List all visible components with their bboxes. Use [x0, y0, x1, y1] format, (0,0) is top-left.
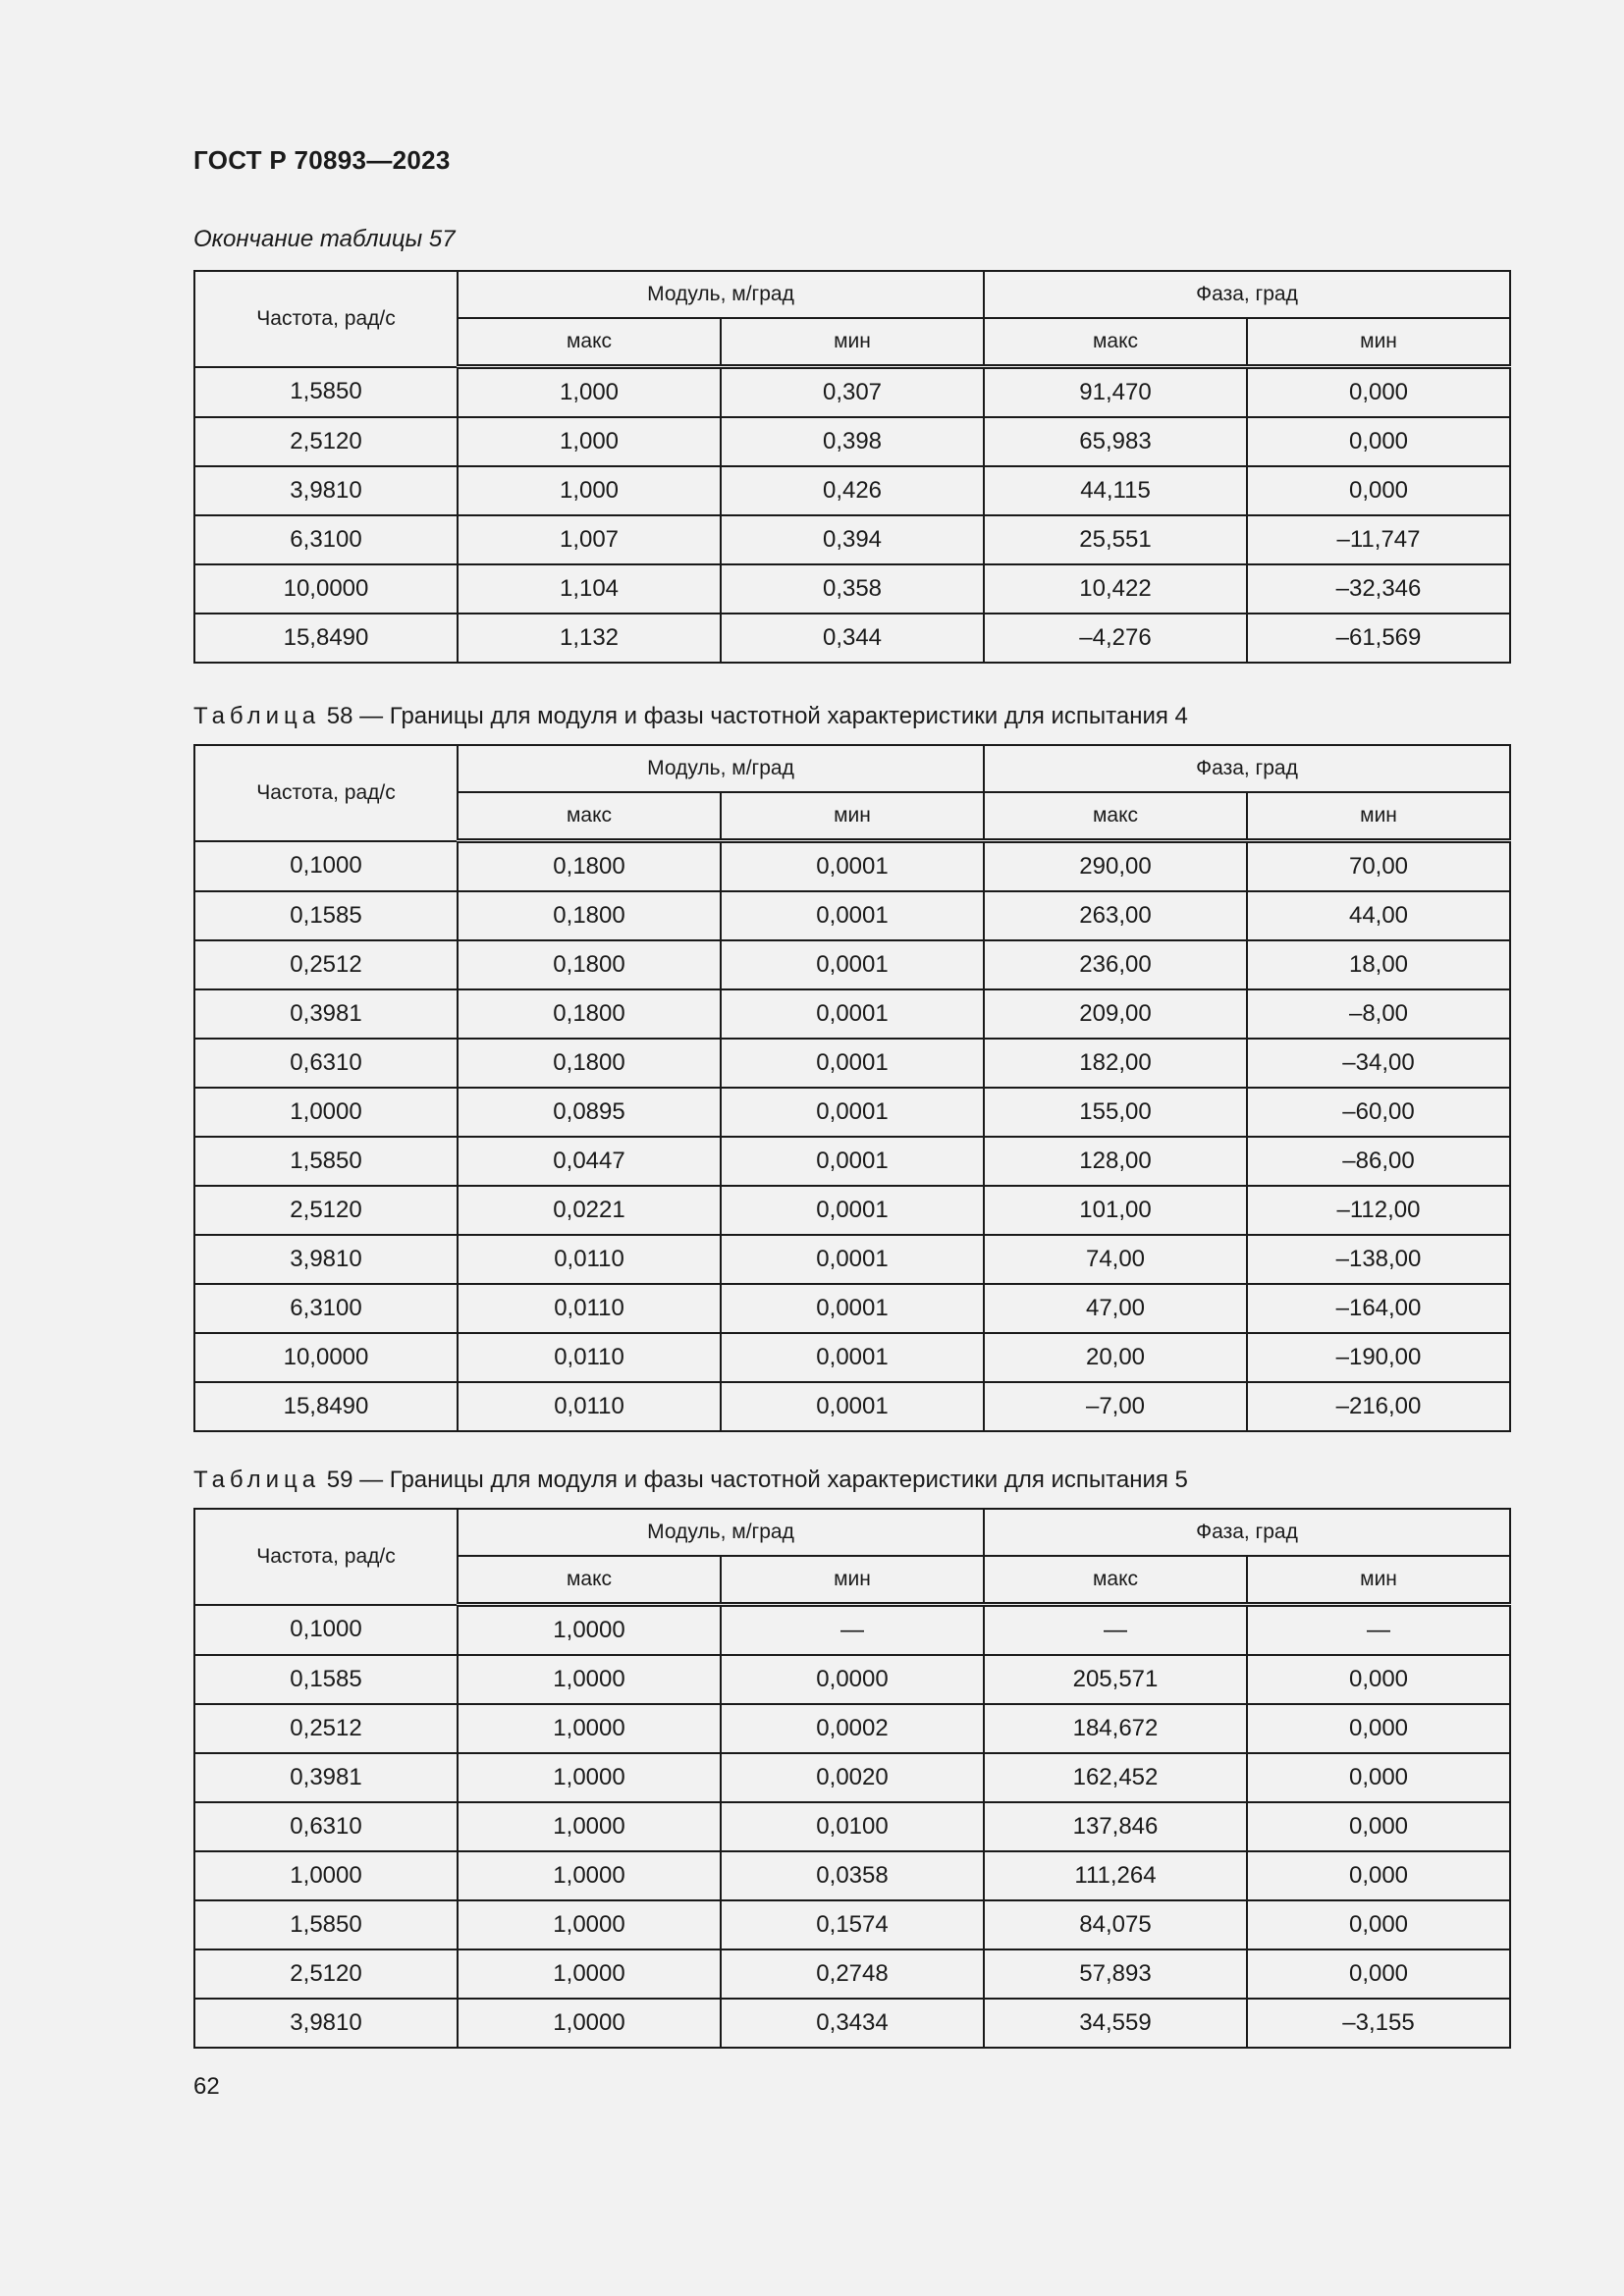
header-frequency: Частота, рад/с — [194, 271, 458, 367]
cell-phase-max: 57,893 — [984, 1949, 1247, 1999]
header-modulus-max: макс — [458, 792, 721, 841]
table-row — [194, 1605, 1510, 1656]
cell-modulus-min: 0,0002 — [721, 1704, 984, 1753]
table-row — [194, 1039, 1510, 1088]
cell-phase-min: –8,00 — [1247, 989, 1510, 1039]
cell-modulus-min: 0,0001 — [721, 1039, 984, 1088]
cell-frequency: 1,0000 — [194, 1851, 458, 1900]
document-title: ГОСТ Р 70893—2023 — [193, 145, 451, 175]
header-phase-max: макс — [984, 1556, 1247, 1605]
cell-modulus-min: 0,1574 — [721, 1900, 984, 1949]
cell-modulus-max: 1,0000 — [458, 1949, 721, 1999]
cell-phase-min: –190,00 — [1247, 1333, 1510, 1382]
cell-phase-max: 128,00 — [984, 1137, 1247, 1186]
cell-phase-max: 209,00 — [984, 989, 1247, 1039]
cell-frequency: 0,3981 — [194, 989, 458, 1039]
cell-phase-max: 84,075 — [984, 1900, 1247, 1949]
table-row — [194, 1284, 1510, 1333]
header-frequency: Частота, рад/с — [194, 745, 458, 841]
cell-phase-max: 34,559 — [984, 1999, 1247, 2048]
cell-modulus-max: 0,1800 — [458, 989, 721, 1039]
cell-frequency: 3,9810 — [194, 1999, 458, 2048]
header-phase-min: мин — [1247, 1556, 1510, 1605]
cell-modulus-min: 0,0001 — [721, 1284, 984, 1333]
table-row — [194, 891, 1510, 940]
cell-phase-max: 137,846 — [984, 1802, 1247, 1851]
table59 — [193, 1508, 1511, 2049]
header-phase: Фаза, град — [984, 271, 1510, 318]
cell-phase-min: 70,00 — [1247, 841, 1510, 892]
cell-phase-min: 0,000 — [1247, 1900, 1510, 1949]
cell-modulus-max: 0,0110 — [458, 1333, 721, 1382]
cell-phase-max: 91,470 — [984, 367, 1247, 418]
cell-phase-max: –7,00 — [984, 1382, 1247, 1431]
cell-modulus-max: 1,007 — [458, 515, 721, 564]
cell-phase-min: –112,00 — [1247, 1186, 1510, 1235]
cell-modulus-max: 1,0000 — [458, 1900, 721, 1949]
table-row — [194, 1753, 1510, 1802]
header-phase: Фаза, град — [984, 1509, 1510, 1556]
cell-phase-min: — — [1247, 1605, 1510, 1656]
table-row — [194, 841, 1510, 892]
cell-modulus-min: 0,394 — [721, 515, 984, 564]
cell-modulus-min: — — [721, 1605, 984, 1656]
table-row — [194, 940, 1510, 989]
table-row — [194, 989, 1510, 1039]
header-modulus-min: мин — [721, 792, 984, 841]
cell-modulus-min: 0,0001 — [721, 940, 984, 989]
table-row — [194, 1186, 1510, 1235]
cell-phase-min: –61,569 — [1247, 614, 1510, 663]
table-row — [194, 1088, 1510, 1137]
cell-phase-min: –34,00 — [1247, 1039, 1510, 1088]
cell-phase-min: 18,00 — [1247, 940, 1510, 989]
cell-phase-max: 65,983 — [984, 417, 1247, 466]
header-phase-max: макс — [984, 792, 1247, 841]
table58 — [193, 744, 1511, 1432]
cell-phase-min: –60,00 — [1247, 1088, 1510, 1137]
cell-phase-max: 184,672 — [984, 1704, 1247, 1753]
cell-modulus-max: 1,000 — [458, 417, 721, 466]
cell-modulus-max: 0,1800 — [458, 940, 721, 989]
cell-modulus-max: 0,0221 — [458, 1186, 721, 1235]
cell-modulus-max: 1,0000 — [458, 1753, 721, 1802]
cell-phase-max: 74,00 — [984, 1235, 1247, 1284]
cell-modulus-min: 0,0001 — [721, 1235, 984, 1284]
cell-phase-max: 263,00 — [984, 891, 1247, 940]
cell-frequency: 0,1000 — [194, 1605, 458, 1656]
table-row — [194, 1851, 1510, 1900]
cell-phase-max: 101,00 — [984, 1186, 1247, 1235]
cell-modulus-min: 0,0001 — [721, 989, 984, 1039]
header-frequency: Частота, рад/с — [194, 1509, 458, 1605]
cell-frequency: 15,8490 — [194, 614, 458, 663]
cell-modulus-min: 0,0001 — [721, 891, 984, 940]
cell-phase-max: 20,00 — [984, 1333, 1247, 1382]
cell-phase-max: 236,00 — [984, 940, 1247, 989]
cell-phase-min: 0,000 — [1247, 1655, 1510, 1704]
cell-phase-min: 0,000 — [1247, 1753, 1510, 1802]
cell-frequency: 6,3100 — [194, 515, 458, 564]
cell-modulus-max: 1,0000 — [458, 1605, 721, 1656]
cell-frequency: 2,5120 — [194, 1186, 458, 1235]
cell-modulus-min: 0,0100 — [721, 1802, 984, 1851]
cell-modulus-max: 0,1800 — [458, 841, 721, 892]
table58-caption-label: Таблица — [193, 703, 321, 729]
table-row — [194, 1655, 1510, 1704]
table-row — [194, 1137, 1510, 1186]
cell-phase-min: –164,00 — [1247, 1284, 1510, 1333]
cell-phase-min: –3,155 — [1247, 1999, 1510, 2048]
cell-modulus-min: 0,0001 — [721, 1333, 984, 1382]
cell-phase-min: 44,00 — [1247, 891, 1510, 940]
cell-phase-min: 0,000 — [1247, 1949, 1510, 1999]
table-row — [194, 1333, 1510, 1382]
cell-modulus-max: 0,0110 — [458, 1284, 721, 1333]
cell-frequency: 0,1585 — [194, 891, 458, 940]
cell-phase-min: 0,000 — [1247, 1704, 1510, 1753]
table-row — [194, 614, 1510, 663]
cell-frequency: 0,1585 — [194, 1655, 458, 1704]
table-row — [194, 417, 1510, 466]
table-row — [194, 1802, 1510, 1851]
table59-caption-text: 59 — Границы для модуля и фазы частотной характеристики для испытания 5 — [320, 1467, 1188, 1493]
cell-frequency: 1,5850 — [194, 1137, 458, 1186]
cell-modulus-min: 0,0358 — [721, 1851, 984, 1900]
table-row — [194, 1999, 1510, 2048]
table-row — [194, 564, 1510, 614]
cell-frequency: 0,2512 — [194, 1704, 458, 1753]
cell-phase-max: 205,571 — [984, 1655, 1247, 1704]
cell-modulus-max: 0,0447 — [458, 1137, 721, 1186]
table57 — [193, 270, 1511, 664]
table-row — [194, 515, 1510, 564]
cell-modulus-max: 1,000 — [458, 367, 721, 418]
cell-phase-min: –86,00 — [1247, 1137, 1510, 1186]
cell-modulus-max: 1,0000 — [458, 1851, 721, 1900]
header-modulus: Модуль, м/град — [458, 1509, 984, 1556]
cell-phase-max: 47,00 — [984, 1284, 1247, 1333]
cell-modulus-max: 1,0000 — [458, 1704, 721, 1753]
table-row — [194, 1382, 1510, 1431]
cell-phase-min: –138,00 — [1247, 1235, 1510, 1284]
table-row — [194, 367, 1510, 418]
header-modulus-min: мин — [721, 1556, 984, 1605]
cell-phase-max: 155,00 — [984, 1088, 1247, 1137]
cell-modulus-min: 0,307 — [721, 367, 984, 418]
cell-phase-max: –4,276 — [984, 614, 1247, 663]
cell-phase-min: 0,000 — [1247, 466, 1510, 515]
cell-phase-max: 290,00 — [984, 841, 1247, 892]
cell-frequency: 10,0000 — [194, 564, 458, 614]
cell-modulus-min: 0,358 — [721, 564, 984, 614]
table-row — [194, 1235, 1510, 1284]
cell-modulus-min: 0,426 — [721, 466, 984, 515]
cell-frequency: 0,6310 — [194, 1039, 458, 1088]
cell-frequency: 15,8490 — [194, 1382, 458, 1431]
cell-phase-max: 25,551 — [984, 515, 1247, 564]
header-modulus-max: макс — [458, 318, 721, 367]
cell-modulus-min: 0,0001 — [721, 1382, 984, 1431]
cell-frequency: 2,5120 — [194, 417, 458, 466]
cell-modulus-min: 0,344 — [721, 614, 984, 663]
cell-modulus-max: 1,0000 — [458, 1655, 721, 1704]
cell-modulus-max: 1,0000 — [458, 1999, 721, 2048]
cell-modulus-max: 0,1800 — [458, 891, 721, 940]
table58-caption-text: 58 — Границы для модуля и фазы частотной характеристики для испытания 4 — [320, 703, 1188, 729]
cell-frequency: 1,0000 — [194, 1088, 458, 1137]
cell-modulus-min: 0,0020 — [721, 1753, 984, 1802]
header-phase: Фаза, град — [984, 745, 1510, 792]
cell-modulus-min: 0,0001 — [721, 841, 984, 892]
cell-phase-min: 0,000 — [1247, 1802, 1510, 1851]
cell-modulus-max: 0,0895 — [458, 1088, 721, 1137]
cell-phase-max: 10,422 — [984, 564, 1247, 614]
header-modulus-max: макс — [458, 1556, 721, 1605]
table-row — [194, 1704, 1510, 1753]
cell-frequency: 0,3981 — [194, 1753, 458, 1802]
cell-phase-min: –216,00 — [1247, 1382, 1510, 1431]
cell-frequency: 0,6310 — [194, 1802, 458, 1851]
table-row — [194, 466, 1510, 515]
cell-modulus-max: 1,132 — [458, 614, 721, 663]
header-phase-min: мин — [1247, 318, 1510, 367]
cell-frequency: 1,5850 — [194, 1900, 458, 1949]
cell-frequency: 0,1000 — [194, 841, 458, 892]
cell-frequency: 3,9810 — [194, 466, 458, 515]
table58-caption — [193, 703, 1188, 730]
cell-phase-max: — — [984, 1605, 1247, 1656]
cell-phase-min: –11,747 — [1247, 515, 1510, 564]
cell-phase-max: 162,452 — [984, 1753, 1247, 1802]
cell-modulus-min: 0,2748 — [721, 1949, 984, 1999]
cell-modulus-min: 0,0001 — [721, 1088, 984, 1137]
cell-frequency: 2,5120 — [194, 1949, 458, 1999]
header-phase-min: мин — [1247, 792, 1510, 841]
table59-caption — [193, 1467, 1188, 1494]
cell-frequency: 3,9810 — [194, 1235, 458, 1284]
cell-phase-max: 182,00 — [984, 1039, 1247, 1088]
cell-modulus-max: 0,1800 — [458, 1039, 721, 1088]
table-row — [194, 1949, 1510, 1999]
cell-frequency: 10,0000 — [194, 1333, 458, 1382]
cell-frequency: 6,3100 — [194, 1284, 458, 1333]
cell-modulus-min: 0,0000 — [721, 1655, 984, 1704]
cell-modulus-min: 0,0001 — [721, 1186, 984, 1235]
cell-frequency: 0,2512 — [194, 940, 458, 989]
header-modulus: Модуль, м/град — [458, 271, 984, 318]
cell-modulus-max: 0,0110 — [458, 1235, 721, 1284]
cell-modulus-max: 0,0110 — [458, 1382, 721, 1431]
table57-caption: Окончание таблицы 57 — [193, 226, 456, 252]
cell-modulus-max: 1,0000 — [458, 1802, 721, 1851]
cell-modulus-min: 0,3434 — [721, 1999, 984, 2048]
page-number: 62 — [193, 2073, 220, 2100]
cell-phase-min: –32,346 — [1247, 564, 1510, 614]
cell-modulus-min: 0,0001 — [721, 1137, 984, 1186]
cell-phase-min: 0,000 — [1247, 367, 1510, 418]
cell-modulus-max: 1,000 — [458, 466, 721, 515]
cell-phase-max: 44,115 — [984, 466, 1247, 515]
table-row — [194, 1900, 1510, 1949]
cell-modulus-min: 0,398 — [721, 417, 984, 466]
header-modulus-min: мин — [721, 318, 984, 367]
cell-frequency: 1,5850 — [194, 367, 458, 418]
table59-caption-label: Таблица — [193, 1467, 321, 1493]
cell-phase-min: 0,000 — [1247, 417, 1510, 466]
cell-modulus-max: 1,104 — [458, 564, 721, 614]
header-modulus: Модуль, м/град — [458, 745, 984, 792]
cell-phase-max: 111,264 — [984, 1851, 1247, 1900]
header-phase-max: макс — [984, 318, 1247, 367]
cell-phase-min: 0,000 — [1247, 1851, 1510, 1900]
